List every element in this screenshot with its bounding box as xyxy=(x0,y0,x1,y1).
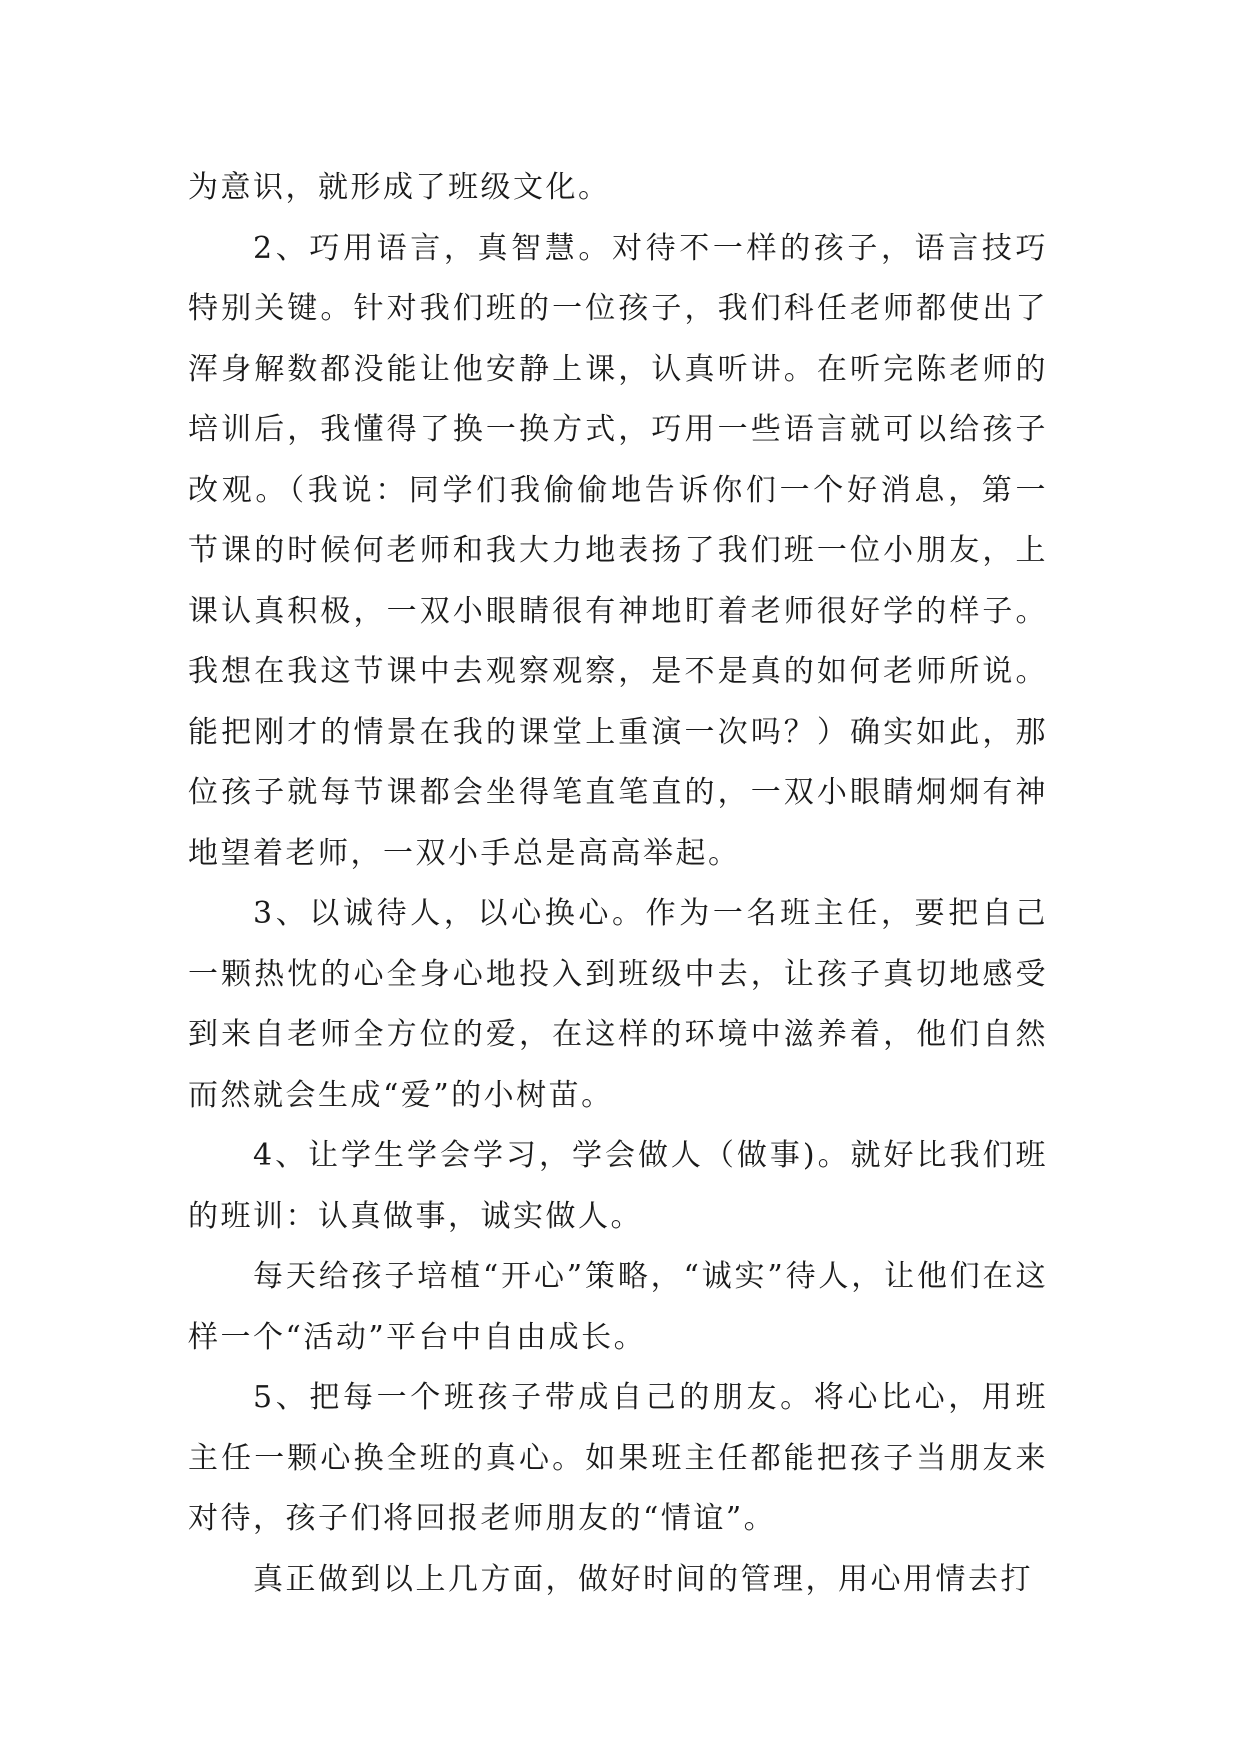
paragraph-item-3: 3、以诚待人，以心换心。作为一名班主任，要把自己一颗热忱的心全身心地投入到班级中去，让孩子真切地感受到来自老师全方位的爱，在这样的环境中滋养着，他们自然而然就会生成“爱”的小树苗。 xyxy=(188,896,1048,1113)
document-body xyxy=(188,158,1048,1610)
paragraph-item-5: 5、把每一个班孩子带成自己的朋友。将心比心，用班主任一颗心换全班的真心。如果班主任都能把孩子当朋友来对待，孩子们将回报老师朋友的“情谊”。 xyxy=(188,1380,1048,1536)
paragraph-item-4: 4、让学生学会学习，学会做人（做事)。就好比我们班的班训：认真做事，诚实做人。 xyxy=(188,1138,1048,1234)
paragraph-item-2: 2、巧用语言，真智慧。对待不一样的孩子，语言技巧特别关键。针对我们班的一位孩子，我们科任老师都使出了浑身解数都没能让他安静上课，认真听讲。在听完陈老师的培训后，我懂得了换一换方式，巧用一些语言就可以给孩子改观。（我说：同学们我偷偷地告诉你们一个好消息，第一节课的时候何老师和我大力地表扬了我们班一位小朋友，上课认真积极，一双小眼睛很有神地盯着老师很好学的样子。我想在我这节课中去观察观察，是不是真的如何老师所说。能把刚才的情景在我的课堂上重演一次吗？）确实如此，那位孩子就每节课都会坐得笔直笔直的，一双小眼睛炯炯有神地望着老师，一双小手总是高高举起。 xyxy=(188,230,1048,871)
paragraph-daily-cultivation: 每天给孩子培植“开心”策略，“诚实”待人，让他们在这样一个“活动”平台中自由成长。 xyxy=(188,1259,1048,1355)
paragraph-continuation: 为意识，就形成了班级文化。 xyxy=(188,170,611,205)
paragraph-conclusion: 真正做到以上几方面，做好时间的管理，用心用情去打 xyxy=(253,1561,1033,1597)
